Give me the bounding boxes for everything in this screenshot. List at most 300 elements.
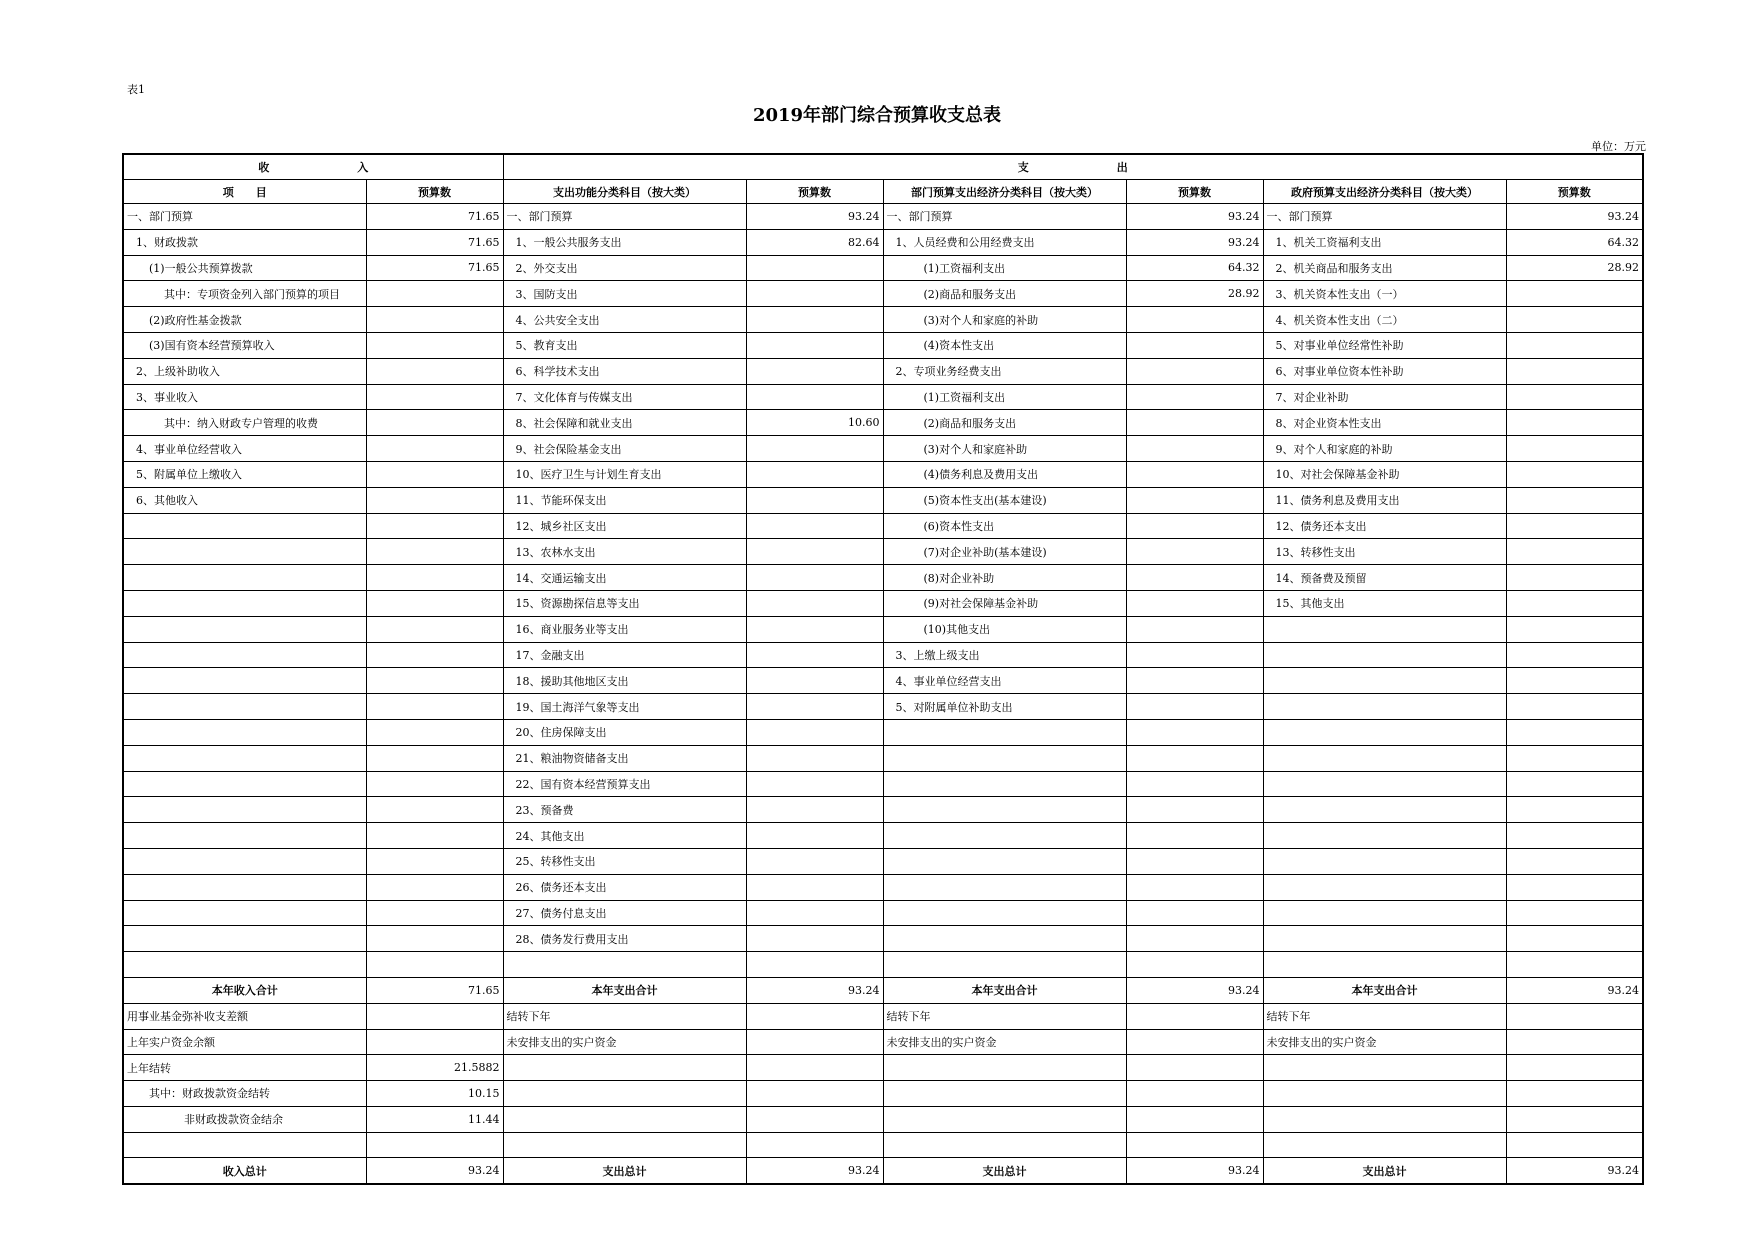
table-row bbox=[123, 952, 1643, 978]
amount-cell bbox=[1126, 513, 1263, 539]
amount-cell bbox=[1506, 668, 1643, 694]
amount-cell bbox=[1126, 1132, 1263, 1158]
amount-cell bbox=[746, 513, 883, 539]
item-cell: 其中：专项资金列入部门预算的项目 bbox=[123, 281, 366, 307]
item-cell bbox=[1263, 694, 1506, 720]
amount-cell bbox=[1506, 848, 1643, 874]
item-cell: 21、粮油物资储备支出 bbox=[503, 745, 746, 771]
item-cell bbox=[1263, 797, 1506, 823]
amount-cell bbox=[746, 616, 883, 642]
amount-cell bbox=[746, 874, 883, 900]
item-cell: 收入总计 bbox=[123, 1158, 366, 1184]
amount-cell bbox=[746, 281, 883, 307]
amount-cell bbox=[1126, 616, 1263, 642]
item-cell bbox=[1263, 1055, 1506, 1081]
item-cell bbox=[503, 952, 746, 978]
item-cell: 上年结转 bbox=[123, 1055, 366, 1081]
item-cell bbox=[883, 771, 1126, 797]
amount-cell bbox=[746, 358, 883, 384]
item-cell: 20、住房保障支出 bbox=[503, 719, 746, 745]
item-cell bbox=[123, 719, 366, 745]
amount-cell bbox=[1126, 874, 1263, 900]
item-cell bbox=[883, 1055, 1126, 1081]
amount-cell bbox=[746, 668, 883, 694]
item-cell bbox=[123, 565, 366, 591]
item-cell: 19、国土海洋气象等支出 bbox=[503, 694, 746, 720]
item-cell bbox=[123, 900, 366, 926]
item-cell bbox=[123, 952, 366, 978]
item-cell: 14、交通运输支出 bbox=[503, 565, 746, 591]
amount-cell bbox=[1126, 487, 1263, 513]
item-cell: 10、对社会保障基金补助 bbox=[1263, 461, 1506, 487]
item-cell: 4、事业单位经营支出 bbox=[883, 668, 1126, 694]
amount-cell bbox=[366, 565, 503, 591]
item-cell: 一、部门预算 bbox=[1263, 204, 1506, 230]
table-row bbox=[123, 539, 1643, 565]
table-row bbox=[123, 229, 1643, 255]
amount-cell bbox=[1506, 1081, 1643, 1107]
item-cell bbox=[123, 513, 366, 539]
amount-cell bbox=[1126, 1029, 1263, 1055]
item-cell bbox=[1263, 874, 1506, 900]
item-cell: 2、上级补助收入 bbox=[123, 358, 366, 384]
amount-cell bbox=[1506, 900, 1643, 926]
amount-cell bbox=[366, 281, 503, 307]
item-cell: 14、预备费及预留 bbox=[1263, 565, 1506, 591]
amount-cell bbox=[1506, 565, 1643, 591]
table-row bbox=[123, 590, 1643, 616]
amount-cell bbox=[746, 1106, 883, 1132]
amount-cell bbox=[1126, 307, 1263, 333]
item-cell: 6、其他收入 bbox=[123, 487, 366, 513]
table-row bbox=[123, 204, 1643, 230]
item-cell: 15、资源勘探信息等支出 bbox=[503, 590, 746, 616]
item-cell bbox=[123, 823, 366, 849]
amount-cell bbox=[1506, 642, 1643, 668]
table-row bbox=[123, 1106, 1643, 1132]
col-header-amount: 预算数 bbox=[1506, 180, 1643, 204]
item-cell bbox=[883, 797, 1126, 823]
item-cell: (3)对个人和家庭补助 bbox=[883, 436, 1126, 462]
amount-cell bbox=[366, 668, 503, 694]
amount-cell bbox=[1506, 1106, 1643, 1132]
amount-cell bbox=[366, 952, 503, 978]
table-row bbox=[123, 1029, 1643, 1055]
item-cell: 12、城乡社区支出 bbox=[503, 513, 746, 539]
amount-cell bbox=[366, 1132, 503, 1158]
amount-cell bbox=[1126, 694, 1263, 720]
amount-cell: 64.32 bbox=[1126, 255, 1263, 281]
amount-cell bbox=[746, 487, 883, 513]
item-cell: 1、财政拨款 bbox=[123, 229, 366, 255]
amount-cell bbox=[1506, 513, 1643, 539]
amount-cell bbox=[366, 461, 503, 487]
amount-cell bbox=[746, 1003, 883, 1029]
table-row bbox=[123, 797, 1643, 823]
amount-cell bbox=[1126, 952, 1263, 978]
amount-cell: 10.60 bbox=[746, 410, 883, 436]
item-cell bbox=[883, 1081, 1126, 1107]
amount-cell bbox=[1506, 436, 1643, 462]
item-cell bbox=[883, 745, 1126, 771]
item-cell bbox=[123, 771, 366, 797]
amount-cell: 82.64 bbox=[746, 229, 883, 255]
item-cell: 非财政拨款资金结余 bbox=[123, 1106, 366, 1132]
item-cell bbox=[1263, 1106, 1506, 1132]
item-cell bbox=[883, 926, 1126, 952]
amount-cell bbox=[366, 900, 503, 926]
item-cell: (4)资本性支出 bbox=[883, 332, 1126, 358]
amount-cell bbox=[1126, 565, 1263, 591]
amount-cell bbox=[1506, 307, 1643, 333]
table-row bbox=[123, 281, 1643, 307]
amount-cell: 71.65 bbox=[366, 977, 503, 1003]
item-cell: 2、专项业务经费支出 bbox=[883, 358, 1126, 384]
item-cell bbox=[123, 590, 366, 616]
item-cell: 3、国防支出 bbox=[503, 281, 746, 307]
amount-cell bbox=[1126, 461, 1263, 487]
amount-cell: 93.24 bbox=[1126, 977, 1263, 1003]
income-header: 收 入 bbox=[123, 154, 503, 180]
amount-cell bbox=[366, 694, 503, 720]
amount-cell bbox=[1126, 539, 1263, 565]
item-cell bbox=[1263, 926, 1506, 952]
item-cell: (3)对个人和家庭的补助 bbox=[883, 307, 1126, 333]
item-cell: 2、机关商品和服务支出 bbox=[1263, 255, 1506, 281]
col-header-func: 支出功能分类科目（按大类） bbox=[503, 180, 746, 204]
item-cell: 8、对企业资本性支出 bbox=[1263, 410, 1506, 436]
amount-cell: 93.24 bbox=[746, 1158, 883, 1184]
item-cell bbox=[883, 952, 1126, 978]
item-cell: 8、社会保障和就业支出 bbox=[503, 410, 746, 436]
amount-cell bbox=[366, 590, 503, 616]
item-cell bbox=[1263, 848, 1506, 874]
amount-cell bbox=[1506, 874, 1643, 900]
item-cell bbox=[123, 642, 366, 668]
amount-cell bbox=[366, 539, 503, 565]
item-cell bbox=[1263, 668, 1506, 694]
amount-cell bbox=[746, 900, 883, 926]
amount-cell bbox=[1506, 926, 1643, 952]
item-cell: 本年收入合计 bbox=[123, 977, 366, 1003]
item-cell: 22、国有资本经营预算支出 bbox=[503, 771, 746, 797]
table-row bbox=[123, 668, 1643, 694]
amount-cell bbox=[366, 1029, 503, 1055]
table-row bbox=[123, 848, 1643, 874]
amount-cell bbox=[366, 307, 503, 333]
amount-cell: 10.15 bbox=[366, 1081, 503, 1107]
item-cell bbox=[123, 694, 366, 720]
col-header-dept-econ: 部门预算支出经济分类科目（按大类） bbox=[883, 180, 1126, 204]
item-cell: 本年支出合计 bbox=[1263, 977, 1506, 1003]
table-row bbox=[123, 823, 1643, 849]
item-cell: 3、事业收入 bbox=[123, 384, 366, 410]
col-header-amount: 预算数 bbox=[366, 180, 503, 204]
item-cell: 支出总计 bbox=[883, 1158, 1126, 1184]
item-cell: 5、附属单位上缴收入 bbox=[123, 461, 366, 487]
table-row bbox=[123, 332, 1643, 358]
amount-cell bbox=[366, 1003, 503, 1029]
item-cell: 支出总计 bbox=[1263, 1158, 1506, 1184]
amount-cell bbox=[746, 539, 883, 565]
item-cell: 27、债务付息支出 bbox=[503, 900, 746, 926]
amount-cell bbox=[1126, 719, 1263, 745]
amount-cell bbox=[1126, 848, 1263, 874]
amount-cell bbox=[366, 487, 503, 513]
amount-cell bbox=[366, 513, 503, 539]
table-tag: 表1 bbox=[127, 83, 145, 96]
table-row bbox=[123, 642, 1643, 668]
table-row bbox=[123, 565, 1643, 591]
amount-cell bbox=[366, 384, 503, 410]
item-cell bbox=[1263, 1132, 1506, 1158]
amount-cell bbox=[366, 874, 503, 900]
item-cell: (1)一般公共预算拨款 bbox=[123, 255, 366, 281]
amount-cell bbox=[746, 719, 883, 745]
amount-cell bbox=[1126, 771, 1263, 797]
table-row bbox=[123, 719, 1643, 745]
item-cell: (8)对企业补助 bbox=[883, 565, 1126, 591]
col-header-item: 项 目 bbox=[123, 180, 366, 204]
amount-cell bbox=[746, 797, 883, 823]
item-cell: 用事业基金弥补收支差额 bbox=[123, 1003, 366, 1029]
unit-label: 单位：万元 bbox=[1591, 140, 1646, 153]
amount-cell bbox=[1506, 694, 1643, 720]
amount-cell bbox=[746, 1081, 883, 1107]
item-cell bbox=[123, 616, 366, 642]
item-cell: 28、债务发行费用支出 bbox=[503, 926, 746, 952]
item-cell bbox=[123, 848, 366, 874]
item-cell: (5)资本性支出(基本建设) bbox=[883, 487, 1126, 513]
amount-cell bbox=[746, 848, 883, 874]
amount-cell bbox=[746, 694, 883, 720]
amount-cell bbox=[1126, 745, 1263, 771]
item-cell bbox=[883, 848, 1126, 874]
item-cell: 其中：纳入财政专户管理的收费 bbox=[123, 410, 366, 436]
item-cell bbox=[883, 874, 1126, 900]
item-cell bbox=[503, 1106, 746, 1132]
table-row bbox=[123, 384, 1643, 410]
item-cell: 其中：财政拨款资金结转 bbox=[123, 1081, 366, 1107]
item-cell: 本年支出合计 bbox=[503, 977, 746, 1003]
item-cell: (3)国有资本经营预算收入 bbox=[123, 332, 366, 358]
item-cell: 7、文化体育与传媒支出 bbox=[503, 384, 746, 410]
item-cell bbox=[503, 1132, 746, 1158]
amount-cell bbox=[1126, 410, 1263, 436]
item-cell: 6、科学技术支出 bbox=[503, 358, 746, 384]
amount-cell bbox=[1506, 1055, 1643, 1081]
item-cell bbox=[1263, 771, 1506, 797]
amount-cell bbox=[1506, 281, 1643, 307]
amount-cell bbox=[1126, 823, 1263, 849]
amount-cell bbox=[1506, 410, 1643, 436]
table-row bbox=[123, 410, 1643, 436]
item-cell: 23、预备费 bbox=[503, 797, 746, 823]
table-row bbox=[123, 1158, 1643, 1184]
item-cell bbox=[1263, 900, 1506, 926]
item-cell: 1、一般公共服务支出 bbox=[503, 229, 746, 255]
amount-cell: 71.65 bbox=[366, 204, 503, 230]
item-cell bbox=[503, 1081, 746, 1107]
amount-cell bbox=[1506, 590, 1643, 616]
amount-cell bbox=[1126, 642, 1263, 668]
amount-cell bbox=[1126, 1003, 1263, 1029]
item-cell bbox=[883, 823, 1126, 849]
item-cell: (4)债务利息及费用支出 bbox=[883, 461, 1126, 487]
item-cell: (9)对社会保障基金补助 bbox=[883, 590, 1126, 616]
item-cell bbox=[123, 1132, 366, 1158]
item-cell: 24、其他支出 bbox=[503, 823, 746, 849]
amount-cell bbox=[1506, 1003, 1643, 1029]
item-cell: 26、债务还本支出 bbox=[503, 874, 746, 900]
item-cell bbox=[1263, 719, 1506, 745]
item-cell bbox=[123, 668, 366, 694]
item-cell: 3、上缴上级支出 bbox=[883, 642, 1126, 668]
amount-cell bbox=[746, 307, 883, 333]
amount-cell: 93.24 bbox=[1126, 1158, 1263, 1184]
item-cell: 11、节能环保支出 bbox=[503, 487, 746, 513]
amount-cell bbox=[366, 797, 503, 823]
table-row bbox=[123, 436, 1643, 462]
item-cell bbox=[123, 745, 366, 771]
amount-cell bbox=[366, 616, 503, 642]
amount-cell bbox=[1506, 332, 1643, 358]
table-row bbox=[123, 358, 1643, 384]
amount-cell bbox=[1126, 797, 1263, 823]
amount-cell: 93.24 bbox=[1126, 229, 1263, 255]
item-cell: 18、援助其他地区支出 bbox=[503, 668, 746, 694]
amount-cell bbox=[1506, 616, 1643, 642]
amount-cell bbox=[366, 358, 503, 384]
amount-cell bbox=[1126, 384, 1263, 410]
amount-cell bbox=[1506, 745, 1643, 771]
amount-cell bbox=[1506, 461, 1643, 487]
amount-cell: 93.24 bbox=[1126, 204, 1263, 230]
table-row bbox=[123, 1132, 1643, 1158]
amount-cell bbox=[1126, 1055, 1263, 1081]
item-cell: 12、债务还本支出 bbox=[1263, 513, 1506, 539]
item-cell: 17、金融支出 bbox=[503, 642, 746, 668]
item-cell: 上年实户资金余额 bbox=[123, 1029, 366, 1055]
amount-cell bbox=[1126, 590, 1263, 616]
item-cell: 未安排支出的实户资金 bbox=[883, 1029, 1126, 1055]
amount-cell bbox=[1506, 771, 1643, 797]
item-cell: 4、机关资本性支出（二） bbox=[1263, 307, 1506, 333]
item-cell: 15、其他支出 bbox=[1263, 590, 1506, 616]
item-cell bbox=[1263, 823, 1506, 849]
item-cell: 10、医疗卫生与计划生育支出 bbox=[503, 461, 746, 487]
amount-cell bbox=[746, 745, 883, 771]
amount-cell: 93.24 bbox=[746, 977, 883, 1003]
item-cell: 未安排支出的实户资金 bbox=[1263, 1029, 1506, 1055]
item-cell: 4、公共安全支出 bbox=[503, 307, 746, 333]
amount-cell: 64.32 bbox=[1506, 229, 1643, 255]
amount-cell bbox=[1506, 539, 1643, 565]
item-cell: 1、人员经费和公用经费支出 bbox=[883, 229, 1126, 255]
amount-cell bbox=[746, 1029, 883, 1055]
item-cell: (1)工资福利支出 bbox=[883, 384, 1126, 410]
item-cell: 结转下年 bbox=[1263, 1003, 1506, 1029]
item-cell: (7)对企业补助(基本建设) bbox=[883, 539, 1126, 565]
amount-cell bbox=[1506, 823, 1643, 849]
amount-cell bbox=[1506, 384, 1643, 410]
item-cell bbox=[883, 1132, 1126, 1158]
table-row bbox=[123, 487, 1643, 513]
item-cell: 13、转移性支出 bbox=[1263, 539, 1506, 565]
item-cell bbox=[1263, 745, 1506, 771]
amount-cell bbox=[746, 1132, 883, 1158]
col-header-amount: 预算数 bbox=[1126, 180, 1263, 204]
item-cell bbox=[883, 1106, 1126, 1132]
item-cell: 一、部门预算 bbox=[503, 204, 746, 230]
item-cell bbox=[1263, 1081, 1506, 1107]
amount-cell bbox=[1506, 952, 1643, 978]
amount-cell: 93.24 bbox=[1506, 977, 1643, 1003]
item-cell bbox=[123, 874, 366, 900]
col-header-amount: 预算数 bbox=[746, 180, 883, 204]
amount-cell bbox=[366, 823, 503, 849]
amount-cell: 28.92 bbox=[1506, 255, 1643, 281]
table-row bbox=[123, 307, 1643, 333]
amount-cell: 93.24 bbox=[1506, 204, 1643, 230]
item-cell: 5、教育支出 bbox=[503, 332, 746, 358]
item-cell: 5、对附属单位补助支出 bbox=[883, 694, 1126, 720]
item-cell bbox=[883, 900, 1126, 926]
item-cell bbox=[1263, 642, 1506, 668]
table-row bbox=[123, 874, 1643, 900]
amount-cell: 71.65 bbox=[366, 229, 503, 255]
amount-cell bbox=[366, 410, 503, 436]
table-row bbox=[123, 771, 1643, 797]
table-row bbox=[123, 461, 1643, 487]
amount-cell bbox=[366, 745, 503, 771]
item-cell: (6)资本性支出 bbox=[883, 513, 1126, 539]
item-cell: 7、对企业补助 bbox=[1263, 384, 1506, 410]
column-header-row bbox=[123, 180, 1643, 204]
amount-cell bbox=[746, 590, 883, 616]
item-cell: (2)政府性基金拨款 bbox=[123, 307, 366, 333]
amount-cell bbox=[1126, 1081, 1263, 1107]
item-cell: 1、机关工资福利支出 bbox=[1263, 229, 1506, 255]
amount-cell bbox=[1126, 668, 1263, 694]
item-cell: 结转下年 bbox=[503, 1003, 746, 1029]
amount-cell: 21.5882 bbox=[366, 1055, 503, 1081]
item-cell: 13、农林水支出 bbox=[503, 539, 746, 565]
amount-cell bbox=[1126, 926, 1263, 952]
amount-cell bbox=[1506, 358, 1643, 384]
item-cell: 4、事业单位经营收入 bbox=[123, 436, 366, 462]
item-cell: 结转下年 bbox=[883, 1003, 1126, 1029]
amount-cell bbox=[366, 642, 503, 668]
amount-cell: 28.92 bbox=[1126, 281, 1263, 307]
amount-cell bbox=[1126, 436, 1263, 462]
amount-cell bbox=[746, 771, 883, 797]
item-cell: 25、转移性支出 bbox=[503, 848, 746, 874]
table-row bbox=[123, 1081, 1643, 1107]
amount-cell bbox=[746, 255, 883, 281]
table-row bbox=[123, 745, 1643, 771]
table-row bbox=[123, 1003, 1643, 1029]
item-cell: (1)工资福利支出 bbox=[883, 255, 1126, 281]
amount-cell bbox=[1506, 1029, 1643, 1055]
amount-cell bbox=[746, 952, 883, 978]
item-cell: 3、机关资本性支出（一） bbox=[1263, 281, 1506, 307]
amount-cell: 93.24 bbox=[366, 1158, 503, 1184]
col-header-gov-econ: 政府预算支出经济分类科目（按大类） bbox=[1263, 180, 1506, 204]
table-row bbox=[123, 1055, 1643, 1081]
amount-cell bbox=[1506, 1132, 1643, 1158]
amount-cell bbox=[746, 823, 883, 849]
